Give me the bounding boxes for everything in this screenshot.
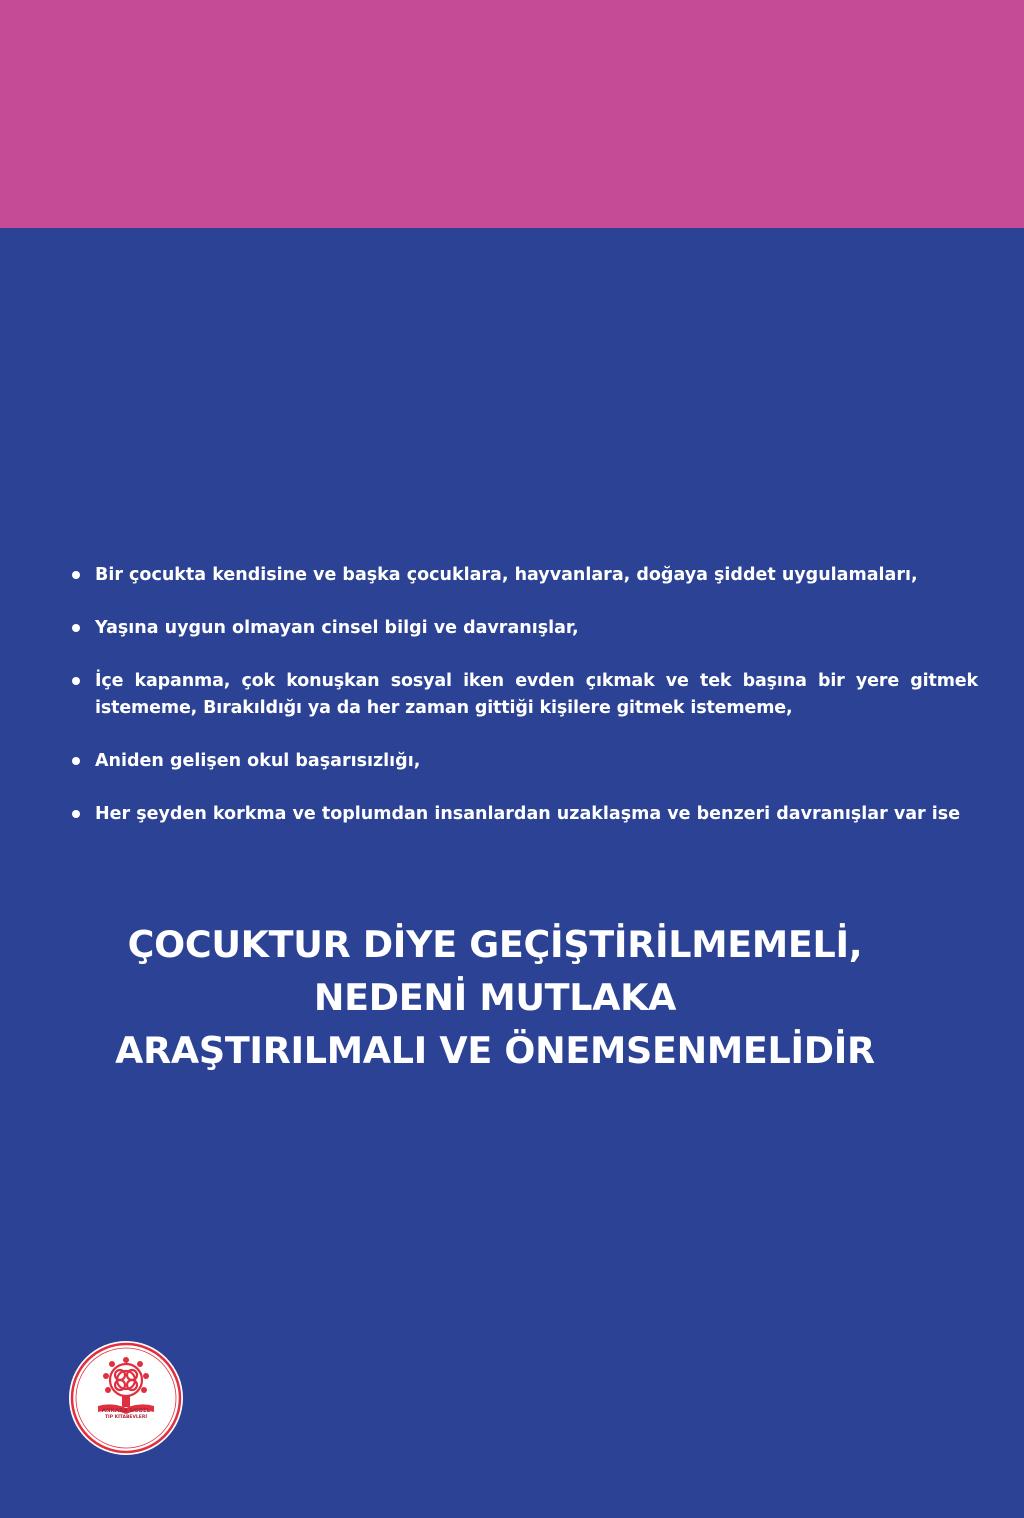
list-item: [72, 615, 978, 642]
list-item: [72, 562, 978, 589]
publisher-name: [68, 1408, 184, 1421]
bullet-dot-icon: [72, 624, 80, 632]
list-item: [72, 668, 978, 722]
list-item-text: Aniden gelişen okul başarısızlığı,: [95, 751, 421, 771]
headline-line-1: ÇOCUKTUR DİYE GEÇİŞTİRİLMEMELİ,: [127, 923, 863, 966]
publisher-name-line-1: ANKARA NOBEL: [101, 1408, 151, 1414]
bullet-dot-icon: [72, 571, 80, 579]
headline-line-2: NEDENİ MUTLAKA: [313, 976, 677, 1019]
main-panel: [0, 228, 1024, 1518]
list-item: [72, 801, 978, 828]
top-color-band: [0, 0, 1024, 228]
list-item-text: İçe kapanma, çok konuşkan sosyal iken evden çıkmak ve tek başına bir yere gitmek istememe, Bırakıldığı ya da her zaman gittiği kişilere gitmek istememe,: [95, 671, 978, 718]
warning-signs-list: [72, 562, 978, 854]
bullet-dot-icon: [72, 810, 80, 818]
headline-line-3: ARAŞTIRILMALI VE ÖNEMSENMELİDİR: [115, 1029, 875, 1072]
list-item-text: Her şeyden korkma ve toplumdan insanlardan uzaklaşma ve benzeri davranışlar var ise: [95, 804, 961, 824]
publisher-name-line-2: TIP KİTABEVLERİ: [104, 1415, 148, 1420]
list-item-text: Bir çocukta kendisine ve başka çocuklara, hayvanlara, doğaya şiddet uygulamaları,: [95, 565, 918, 585]
publisher-logo-icon: [68, 1340, 184, 1456]
bullet-dot-icon: [72, 757, 80, 765]
list-item: [72, 748, 978, 775]
list-item-text: Yaşına uygun olmayan cinsel bilgi ve davranışlar,: [95, 618, 579, 638]
bullet-dot-icon: [72, 677, 80, 685]
headline: [0, 918, 990, 1077]
